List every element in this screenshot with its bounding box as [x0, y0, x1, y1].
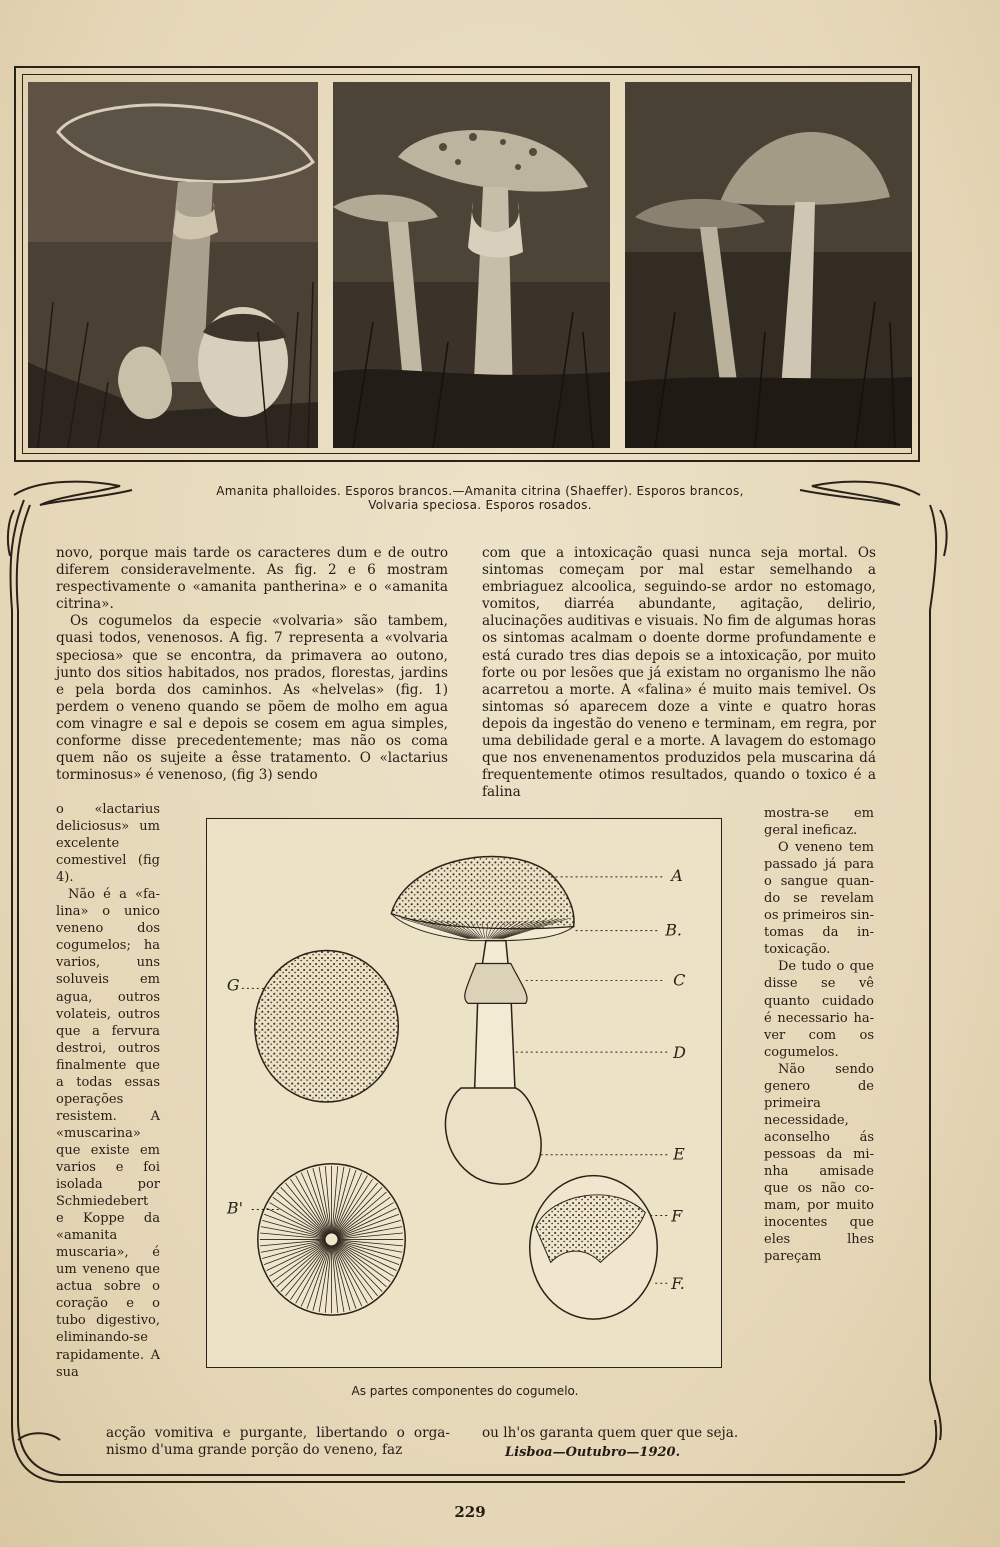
label-f-lower: F. — [671, 1274, 685, 1294]
spore-print-g — [255, 951, 398, 1102]
cap-a — [391, 857, 574, 929]
label-a: A — [671, 865, 683, 885]
paragraph: O veneno tem passado já para o sangue quando se revelam os primeiros sintomas da intoxicação. — [764, 840, 874, 958]
label-b-prime: B' — [226, 1198, 244, 1218]
mushroom-anatomy-figure — [206, 818, 722, 1368]
signature-dateline: Lisboa—Outubro—1920. — [505, 1445, 681, 1460]
label-d: D — [673, 1043, 686, 1063]
paragraph: novo, porque mais tarde os caracteres dum e de outro diferem consideravelmente. As fig. 2 e 6 mostram respectivamente o «amanita pantherina» e o «amanita citrina». — [56, 545, 448, 613]
photo-caption-line-1: Amanita phalloides. Esporos brancos.—Amanita citrina (Shaeffer). Esporos brancos, — [216, 484, 744, 498]
article-left-column — [56, 545, 448, 784]
paragraph: Não é a «falina» o unico veneno dos cogumelos; ha varios, uns soluveis em agua, outros volateis, outros que a fervura destroi, outros finalmente que a todas essas operações resistem. A «muscarina» que existe em varios e foi isolada por Schmiedebert e Koppe da «amanita muscaria», é um veneno que actua sobre o coração e o tubo digestivo, eliminando-se rapidamente. A sua — [56, 887, 160, 1380]
photo-amanita-phalloides — [28, 82, 318, 448]
paragraph: o «lactarius deliciosus» um excelente comestivel (fig 4). — [56, 802, 160, 886]
label-b: B. — [665, 920, 682, 940]
paragraph: Os cogumelos da especie «volvaria» são tambem, quasi todos, venenosos. A fig. 7 representa a «volvaria speciosa» que se encontra, da primavera ao outono, junto dos sitios habitados, nos prados, florestas, jardins e pela borda dos caminhos. As «helvelas» (fig. 1) perdem o veneno quando se põem de molho em agua com vinagre e sal e depois se cosem em agua simples, conforme disse precedentemente; mas não os coma quem não os sujeite a êsse tratamento. O «lactarius torminosus» é venenoso, (fig 3) sendo — [56, 613, 448, 784]
photo-volvaria-speciosa — [625, 82, 912, 448]
photo-caption — [150, 484, 810, 512]
paragraph: com que a intoxicação quasi nunca seja mortal. Os sintomas começam por mal estar semelhando a embriaguez alcoolica, seguindo-se ardor no estomago, vomitos, diarréa abundante, agitação, delirio, alucinações auditivas e visuais. No fim de algumas horas os sintomas acalmam o doente dorme profundamente e está curado tres dias depois se a intoxicação, por muito forte ou por lesões que já existam no organismo lhe não acarretou a morte. A «falina» é muito mais temivel. Os sintomas só aparecem doze a vinte e quatro horas depois da ingestão do veneno e terminam, em regra, por uma debilidade geral e a morte. A lavagem do estomago que nos envenenamentos produzidos pela muscarina dá frequentemente otimos resultados, quando o toxico é a falina — [482, 545, 876, 801]
paragraph: mostra-se em geral ineficaz. — [764, 806, 874, 839]
paragraph: Não sendo genero de primeira necessidade, aconselho ás pessoas da minha amisade que os não comam, por muito inocentes que eles lhes pareçam — [764, 1061, 874, 1265]
article-bottom-left — [106, 1425, 450, 1459]
photo-caption-line-2: Volvaria speciosa. Esporos rosados. — [368, 498, 592, 512]
figure-caption: As partes componentes do cogumelo. — [351, 1384, 579, 1398]
gills-disc-b-prime — [258, 1164, 405, 1315]
ring-c — [465, 964, 527, 1004]
paragraph: ou lh'os garanta quem quer que seja. — [482, 1425, 739, 1441]
article-bottom-right — [482, 1425, 826, 1442]
label-g: G — [226, 975, 240, 995]
photo-amanita-citrina — [333, 82, 610, 448]
volva-e — [445, 1088, 541, 1184]
paragraph: acção vomitiva e purgante, libertando o organismo d'uma grande porção do veneno, faz — [106, 1425, 450, 1459]
label-f-upper: F — [671, 1206, 683, 1226]
article-right-narrow-column — [764, 805, 874, 1265]
paragraph: De tudo o que disse se vê quanto cuidado é necessario haver com os cogumelos. — [764, 959, 874, 1060]
label-c: C — [673, 970, 686, 990]
label-e: E — [673, 1144, 685, 1164]
article-left-narrow-column — [56, 801, 160, 1381]
article-right-column — [482, 545, 876, 801]
page-number: 229 — [454, 1503, 486, 1521]
